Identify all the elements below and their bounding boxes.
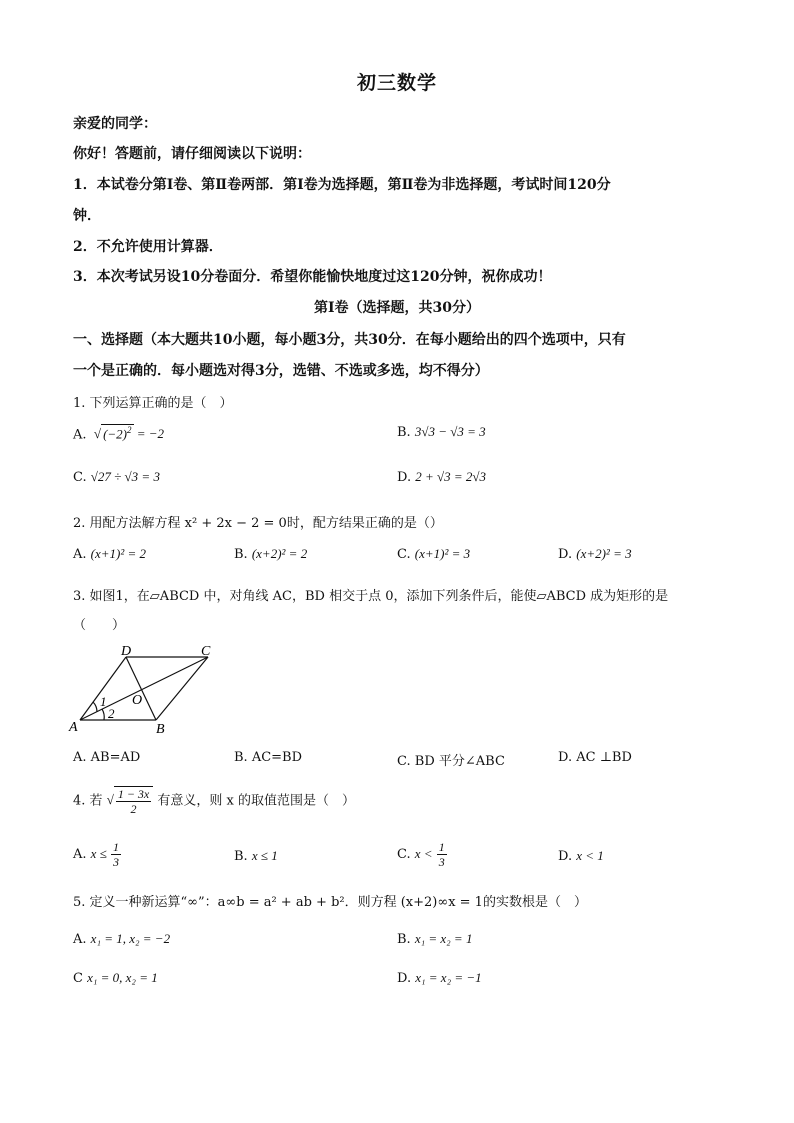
rule-3: 3．本次考试另设10分卷面分．希望你能愉快地度过这120分钟，祝你成功！: [73, 269, 552, 285]
q2-option-d: [558, 546, 632, 562]
q1-b-expr: 3√3 − √3 = 3: [414, 424, 486, 439]
q1-a-expr: √ $(-2)^2 = -2$: [90, 425, 165, 442]
fraction-one-third: $\frac{1}{3}$: [112, 840, 119, 869]
q4-option-b: B. x ≤ 1: [234, 848, 278, 864]
q2-option-a: [73, 546, 146, 562]
option-label: C: [73, 971, 83, 986]
q1-d-expr: 2 + √3 = 2√3: [415, 469, 487, 484]
parallelogram-figure: [66, 644, 226, 736]
section-desc-1: 一、选择题（本大题共10小题，每小题3分，共30分．在每小题给出的四个选项中，只有: [73, 332, 626, 348]
section-title: 第Ⅰ卷（选择题，共30分）: [313, 300, 481, 316]
q5-option-c: C x₁ = 0, x₂ = 1: [73, 970, 158, 986]
rule-1: 1．本试卷分第Ⅰ卷、第Ⅱ卷两部．第Ⅰ卷为选择题，第Ⅱ卷为非选择题，考试时间120分: [73, 177, 611, 193]
option-label: B.: [234, 547, 248, 562]
q5-option-d: D. x₁ = x₂ = −1: [397, 970, 482, 986]
option-label: B.: [234, 750, 248, 765]
q3-option-b: [234, 750, 302, 765]
option-label: B.: [234, 849, 248, 864]
angle-label-2: 2: [108, 706, 115, 721]
center-label-o: O: [132, 693, 143, 708]
q5-option-b: B. x₁ = x₂ = 1: [397, 931, 473, 947]
q2-a-expr: (x+1)² = 2: [90, 546, 147, 561]
option-label: C.: [73, 470, 87, 485]
q3-paren: （ ）: [73, 618, 126, 633]
q2-option-b: [234, 546, 307, 562]
q4-option-c: C. x < $\frac{1}{3}$: [397, 840, 445, 869]
option-label: A.: [73, 932, 87, 947]
option-label: C.: [397, 847, 411, 862]
q3-b-expr: AC=BD: [251, 750, 303, 765]
q3-stem: 3. 如图1，在▱ABCD 中，对角线 AC，BD 相交于点 0，添加下列条件后，能使▱ABCD 成为矩形的是: [73, 589, 669, 604]
vertex-label-a: A: [69, 720, 78, 735]
q2-b-expr: (x+2)² = 2: [251, 546, 308, 561]
option-label: A.: [73, 547, 87, 562]
q2-option-c: [397, 546, 470, 562]
q3-option-d: [558, 750, 632, 765]
angle-arc-2: [102, 709, 104, 720]
q3-c-expr: BD 平分∠ABC: [414, 754, 505, 769]
vertex-label-d: D: [121, 644, 132, 659]
rule-1-cont: 钟．: [73, 208, 101, 224]
page-title: 初三数学: [356, 72, 437, 94]
option-label: C.: [397, 754, 411, 769]
vertex-label-c: C: [201, 644, 211, 659]
q5-stem: 5. 定义一种新运算“∞”：a∞b = a² + ab + b²．则方程 (x+2)∞x = 1的实数根是（ ）: [73, 895, 587, 910]
diagonal-ac: [80, 657, 208, 720]
q3-option-c: [397, 750, 505, 769]
q2-d-expr: (x+2)² = 3: [576, 546, 632, 561]
q3-d-expr: AC ⊥BD: [576, 750, 632, 765]
greeting: 亲爱的同学：: [73, 116, 157, 132]
q1-option-a: [73, 424, 164, 442]
intro: 你好！答题前，请仔细阅读以下说明：: [73, 146, 311, 162]
q3-option-a: [73, 750, 140, 765]
option-label: D.: [558, 750, 573, 765]
option-label: A.: [73, 750, 87, 765]
q1-option-c: [73, 469, 160, 485]
option-label: D.: [558, 849, 573, 864]
q4-option-a: A. x ≤ $\frac{1}{3}$: [73, 840, 119, 869]
option-label: A.: [73, 847, 87, 862]
q4-option-d: D. x < 1: [558, 848, 604, 864]
vertex-label-b: B: [156, 722, 165, 736]
option-label: D.: [397, 470, 412, 485]
option-label: B.: [397, 932, 411, 947]
q2-stem: 2. 用配方法解方程 x² + 2x − 2 = 0时，配方结果正确的是（）: [73, 516, 443, 531]
section-desc-2: 一个是正确的．每小题选对得3分，选错、不选或多选，均不得分）: [73, 363, 489, 379]
q3-a-expr: AB=AD: [90, 750, 141, 765]
diagonal-bd: [126, 657, 156, 720]
option-label: D.: [558, 547, 573, 562]
q5-option-a: A. x₁ = 1, x₂ = −2: [73, 931, 171, 947]
side-bc: [156, 657, 208, 720]
q1-c-expr: √27 ÷ √3 = 3: [90, 469, 160, 484]
q2-c-expr: (x+1)² = 3: [414, 546, 471, 561]
option-label: D.: [397, 971, 412, 986]
option-label: C.: [397, 547, 411, 562]
q1-stem: 1. 下列运算正确的是（ ）: [73, 396, 233, 411]
angle-arc-1: [93, 702, 97, 712]
rule-2: 2．不允许使用计算器．: [73, 239, 223, 255]
option-label: B.: [397, 425, 411, 440]
angle-label-1: 1: [100, 694, 107, 709]
q4-radical: √ $\frac{1 - 3x}{2}$: [107, 792, 154, 807]
q1-option-d: [397, 469, 486, 485]
fraction-one-third: $\frac{1}{3}$: [438, 840, 445, 869]
option-label: A.: [73, 427, 87, 443]
q1-option-b: [397, 424, 486, 440]
q4-stem: 4. 若 √ $\frac{1 - 3x}{2}$ 有意义，则 x 的取值范围是（ ）: [73, 787, 356, 816]
